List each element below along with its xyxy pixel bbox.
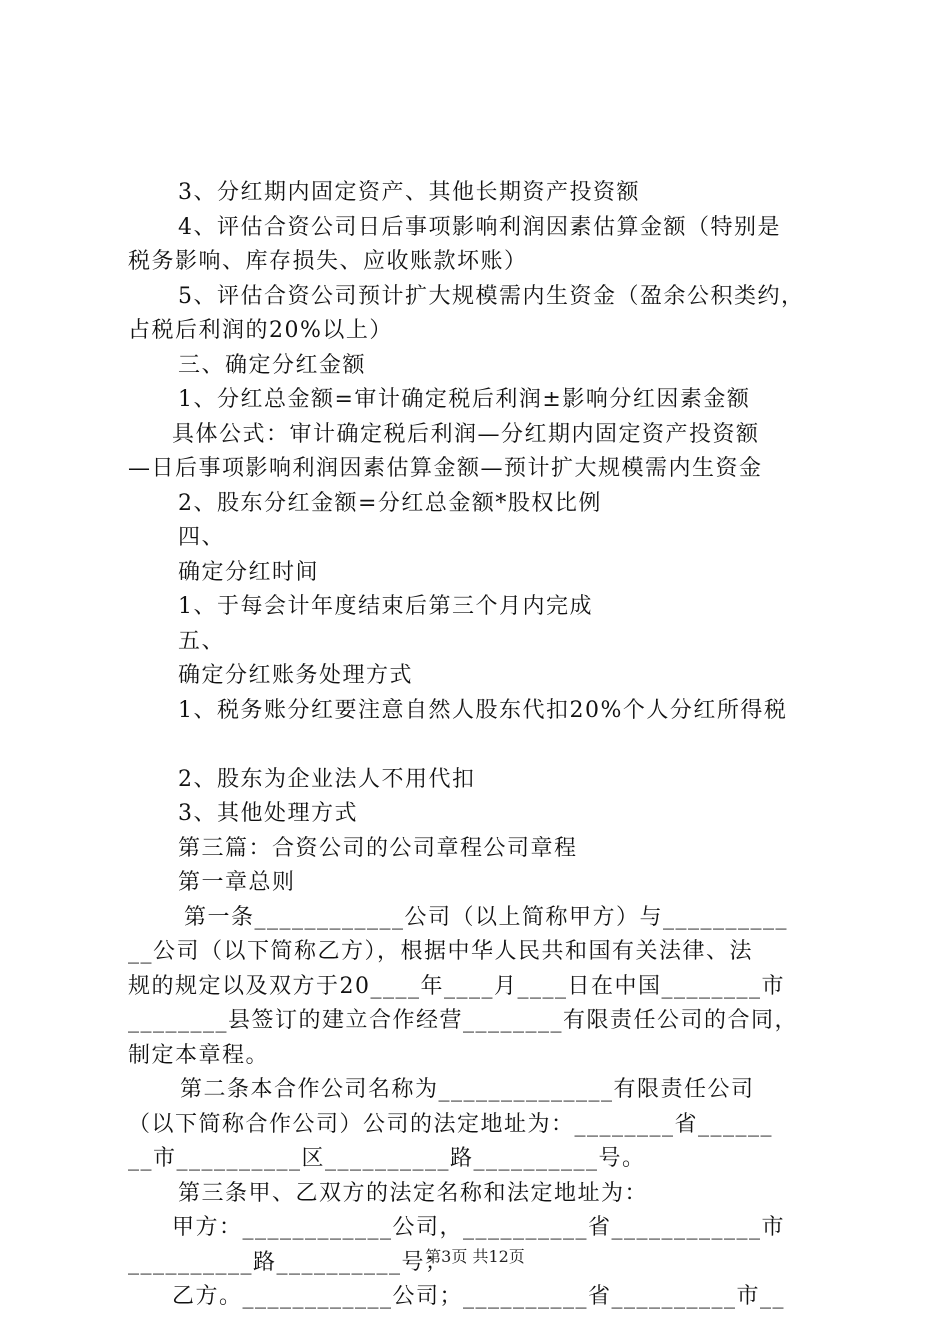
paragraph-line: 2、股东分红金额=分红总金额*股权比例 xyxy=(178,490,602,516)
section-heading: 确定分红账务处理方式 xyxy=(178,663,414,688)
paragraph-line: ________县签订的建立合作经营________有限责任公司的合同， xyxy=(128,1008,799,1033)
chapter-title: 第三篇：合资公司的公司章程公司章程 xyxy=(178,835,578,861)
paragraph-line: 第三条甲、乙双方的法定名称和法定地址为： xyxy=(178,1180,649,1206)
paragraph-line: __公司（以下简称乙方），根据中华人民共和国有关法律、法 xyxy=(128,939,754,964)
paragraph-line: （以下简称合作公司）公司的法定地址为：________省______ xyxy=(128,1111,774,1137)
document-body xyxy=(128,176,834,1315)
section-heading: 确定分红时间 xyxy=(178,559,320,585)
paragraph-line: 占税后利润的20%以上） xyxy=(128,318,393,343)
paragraph-line: 1、于每会计年度结束后第三个月内完成 xyxy=(178,594,593,619)
section-heading: 五、 xyxy=(178,628,226,654)
paragraph-line: 1、分红总金额=审计确定税后利润±影响分红因素金额 xyxy=(178,387,751,412)
chapter-title: 第一章总则 xyxy=(178,870,296,895)
paragraph-line: 第一条____________公司（以上简称甲方）与__________ xyxy=(184,904,789,930)
paragraph-line: 第二条本合作公司名称为______________有限责任公司 xyxy=(180,1077,755,1102)
paragraph-line: 甲方：____________公司，__________省____________市 xyxy=(172,1215,786,1240)
paragraph-line: 乙方。____________公司；__________省__________市__ xyxy=(172,1284,786,1309)
paragraph-line: 规的规定以及双方于20____年____月____日在中国________市 xyxy=(128,973,785,999)
blank-line xyxy=(128,728,834,763)
paragraph-line: __________路__________号； xyxy=(128,1249,449,1275)
paragraph-line: —日后事项影响利润因素估算金额—预计扩大规模需内生资金 xyxy=(128,456,763,481)
paragraph-line: 具体公式：审计确定税后利润—分红期内固定资产投资额 xyxy=(172,421,760,447)
paragraph-line: 3、分红期内固定资产、其他长期资产投资额 xyxy=(178,180,640,205)
paragraph-line: 制定本章程。 xyxy=(128,1042,270,1068)
paragraph-line: 税务影响、库存损失、应收账款坏账） xyxy=(128,249,528,274)
page-number: 第3页 共12页 xyxy=(425,1247,525,1266)
paragraph-line: 3、其他处理方式 xyxy=(178,801,358,826)
paragraph-line: 5、评估合资公司预计扩大规模需内生资金（盈余公积类约， xyxy=(178,283,805,309)
paragraph-line: 4、评估合资公司日后事项影响利润因素估算金额（特别是 xyxy=(178,214,781,240)
paragraph-line: 1、税务账分红要注意自然人股东代扣20%个人分红所得税 xyxy=(178,697,788,723)
section-heading: 四、 xyxy=(178,525,226,550)
section-heading: 三、确定分红金额 xyxy=(178,352,367,378)
paragraph-line: __市__________区__________路__________号。 xyxy=(128,1146,646,1171)
paragraph-line: 2、股东为企业法人不用代扣 xyxy=(178,766,476,792)
